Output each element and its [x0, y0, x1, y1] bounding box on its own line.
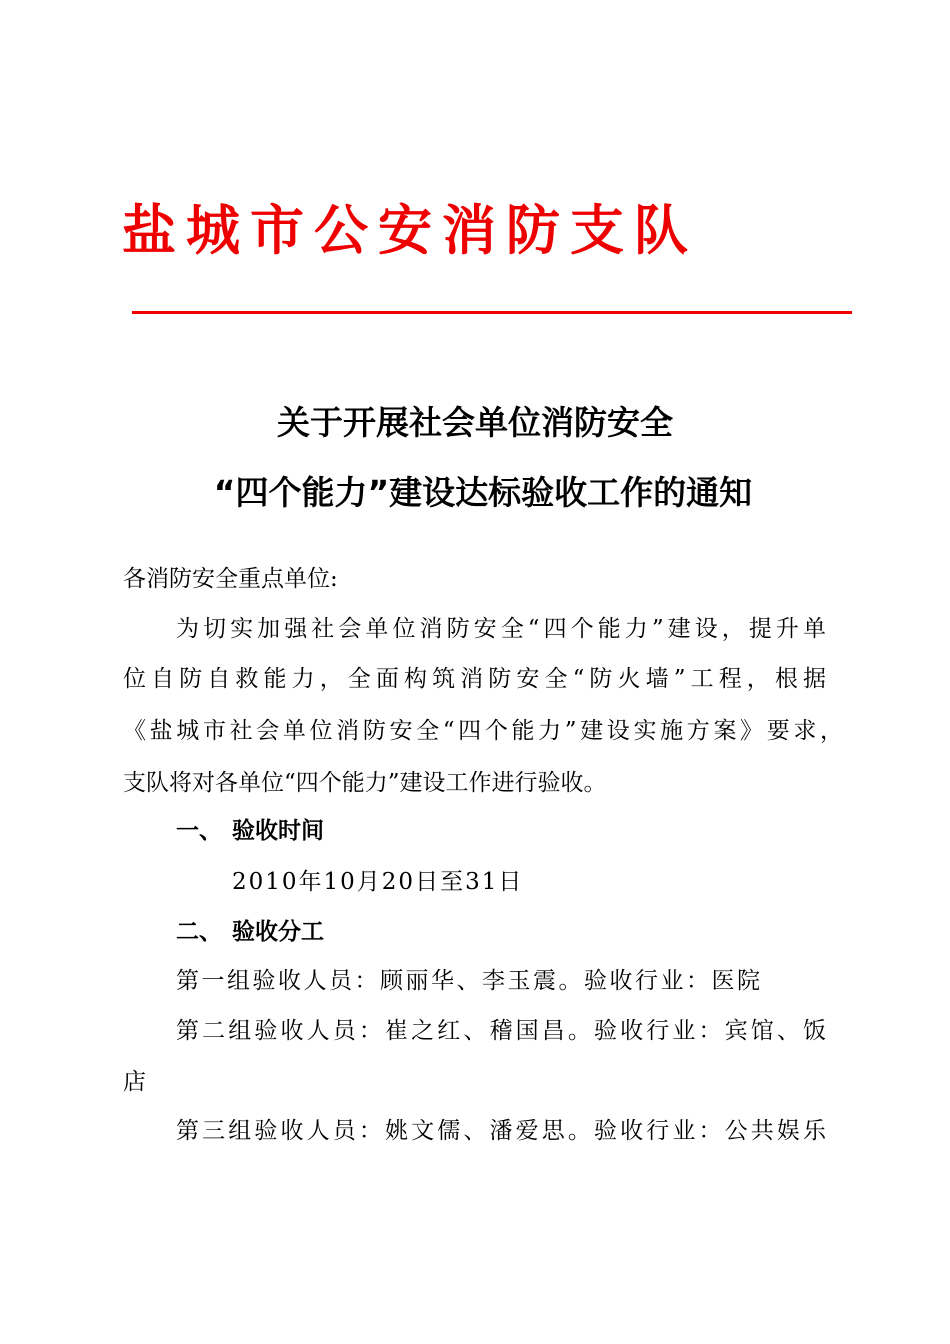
acceptance-date: 2010年10月20日至31日	[232, 869, 524, 895]
document-title-line-2: “四个能力”建设达标验收工作的通知	[213, 473, 753, 512]
section-2-title: 验收分工	[232, 919, 324, 945]
group-2-assignment-line-2: 店	[123, 1069, 146, 1095]
section-2-number: 二、	[176, 919, 222, 945]
group-1-assignment: 第一组验收人员：顾丽华、李玉震。验收行业：医院	[176, 968, 760, 994]
addressee: 各消防安全重点单位:	[123, 566, 338, 592]
letterhead-red-rule	[132, 311, 852, 314]
group-2-assignment-line-1: 第二组验收人员：崔之红、稽国昌。验收行业：宾馆、饭	[176, 1018, 826, 1044]
section-1-title: 验收时间	[232, 818, 324, 844]
group-3-assignment: 第三组验收人员：姚文儒、潘爱思。验收行业：公共娱乐	[176, 1118, 826, 1144]
intro-line-2: 位自防自救能力，全面构筑消防安全“防火墙”工程，根据	[123, 666, 826, 692]
section-1-number: 一、	[176, 818, 222, 844]
section-2-heading	[176, 916, 324, 948]
intro-line-4: 支队将对各单位“四个能力”建设工作进行验收。	[123, 770, 607, 796]
intro-line-1: 为切实加强社会单位消防安全“四个能力”建设，提升单	[176, 616, 826, 642]
section-1-heading	[176, 815, 324, 847]
intro-line-3: 《盐城市社会单位消防安全“四个能力”建设实施方案》要求，	[123, 718, 843, 744]
document-title-line-1: 关于开展社会单位消防安全	[277, 403, 673, 442]
letterhead-title: 盐城市公安消防支队	[122, 199, 698, 262]
